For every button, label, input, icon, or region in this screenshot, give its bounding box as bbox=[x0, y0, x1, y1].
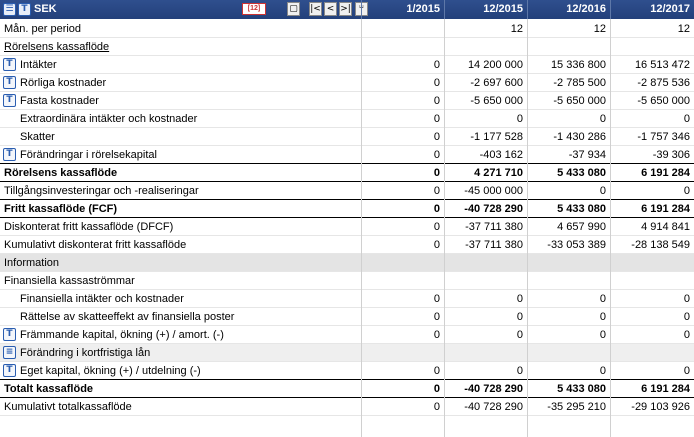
cell-value[interactable]: -2 697 600 bbox=[470, 77, 523, 89]
row-label: Tillgångsinvesteringar och -realiseringar bbox=[4, 185, 199, 197]
cell-value[interactable]: -37 934 bbox=[568, 149, 606, 161]
filter-icon[interactable]: ⑂ bbox=[355, 2, 368, 16]
cell-value[interactable]: 0 bbox=[433, 365, 440, 377]
row-label: Rörelsens kassaflöde bbox=[4, 167, 118, 179]
cell-value[interactable]: 0 bbox=[433, 383, 440, 395]
row-divider bbox=[0, 379, 694, 380]
text-format-icon[interactable]: T bbox=[3, 364, 16, 377]
row-label: Extraordinära intäkter och kostnader bbox=[20, 113, 198, 125]
cell-value[interactable]: 0 bbox=[433, 221, 440, 233]
cell-value[interactable]: -1 757 346 bbox=[637, 131, 690, 143]
cell-value[interactable]: 0 bbox=[599, 329, 606, 341]
cell-value[interactable]: 0 bbox=[433, 167, 440, 179]
cell-value[interactable]: 0 bbox=[599, 293, 606, 305]
cell-value[interactable]: 0 bbox=[599, 311, 606, 323]
cell-value[interactable]: -45 000 000 bbox=[464, 185, 523, 197]
cell-value[interactable] bbox=[444, 254, 527, 272]
cell-value[interactable] bbox=[527, 254, 610, 272]
cell-value[interactable]: 0 bbox=[683, 293, 690, 305]
table-row bbox=[0, 344, 694, 362]
cell-value[interactable]: 12 bbox=[593, 23, 606, 35]
cell-value[interactable]: -37 711 380 bbox=[465, 239, 523, 251]
cell-value[interactable]: 0 bbox=[433, 401, 440, 413]
sheet-header bbox=[0, 0, 694, 19]
cell-value[interactable]: -28 138 549 bbox=[631, 239, 690, 251]
cell-value[interactable] bbox=[444, 38, 527, 56]
table-row bbox=[0, 362, 694, 380]
cell-value[interactable]: 0 bbox=[683, 365, 690, 377]
cell-value[interactable]: 0 bbox=[433, 59, 440, 71]
cell-value[interactable]: -37 711 380 bbox=[465, 221, 523, 233]
cell-value[interactable]: 0 bbox=[433, 95, 440, 107]
cell-value[interactable]: 15 336 800 bbox=[550, 59, 606, 71]
cell-value[interactable]: 0 bbox=[683, 329, 690, 341]
cell-value[interactable]: 6 191 284 bbox=[641, 203, 690, 215]
cell-value[interactable]: 12 bbox=[677, 23, 690, 35]
row-divider bbox=[0, 415, 694, 416]
cell-value[interactable] bbox=[527, 272, 610, 290]
cell-value[interactable]: 16 513 472 bbox=[634, 59, 690, 71]
row-label: Diskonterat fritt kassaflöde (DFCF) bbox=[4, 221, 174, 233]
row-label: Kumulativt diskonterat fritt kassaflöde bbox=[4, 239, 187, 251]
cell-value[interactable]: 6 191 284 bbox=[641, 167, 690, 179]
table-row bbox=[0, 236, 694, 254]
row-label: Fasta kostnader bbox=[20, 95, 99, 107]
grid-line bbox=[610, 19, 611, 437]
cell-value[interactable]: 0 bbox=[599, 185, 606, 197]
cell-value[interactable]: 0 bbox=[433, 185, 440, 197]
text-format-icon[interactable]: T bbox=[3, 94, 16, 107]
table-row bbox=[0, 398, 694, 416]
cell-value[interactable]: 0 bbox=[433, 131, 440, 143]
text-format-icon[interactable]: T bbox=[3, 58, 16, 71]
row-label: Intäkter bbox=[20, 59, 57, 71]
row-label: Fritt kassaflöde (FCF) bbox=[4, 203, 118, 215]
period-export-button[interactable]: [12] bbox=[242, 3, 266, 15]
row-label: Finansiella intäkter och kostnader bbox=[20, 293, 184, 305]
cell-value[interactable] bbox=[444, 344, 527, 362]
table-row bbox=[0, 128, 694, 146]
row-label: Främmande kapital, ökning (+) / amort. (-) bbox=[20, 329, 224, 341]
row-label: Rättelse av skatteeffekt av finansiella poster bbox=[20, 311, 235, 323]
cell-value[interactable] bbox=[610, 344, 694, 362]
row-label: Mån. per period bbox=[4, 23, 82, 35]
cell-value[interactable]: 0 bbox=[516, 311, 523, 323]
cell-value[interactable] bbox=[361, 20, 444, 38]
column-header-2: 12/2015 bbox=[444, 0, 527, 19]
cell-value[interactable] bbox=[527, 344, 610, 362]
cell-value[interactable]: 0 bbox=[433, 149, 440, 161]
text-format-icon[interactable]: T bbox=[18, 3, 31, 16]
cell-value[interactable]: 0 bbox=[516, 365, 523, 377]
cell-value[interactable] bbox=[527, 38, 610, 56]
row-label: Eget kapital, ökning (+) / utdelning (-) bbox=[20, 365, 201, 377]
list-icon[interactable]: ≡ bbox=[3, 346, 16, 359]
cell-value[interactable]: 0 bbox=[433, 113, 440, 125]
row-label: Kumulativt totalkassaflöde bbox=[4, 401, 132, 413]
cell-value[interactable] bbox=[361, 254, 444, 272]
cell-value[interactable]: -33 053 389 bbox=[547, 239, 606, 251]
cell-value[interactable]: 12 bbox=[510, 23, 523, 35]
text-format-icon[interactable]: T bbox=[3, 148, 16, 161]
cell-value[interactable]: 0 bbox=[433, 203, 440, 215]
row-label: Förändring i kortfristiga lån bbox=[20, 347, 151, 359]
grid-line bbox=[527, 19, 528, 437]
table-row bbox=[0, 74, 694, 92]
cell-value[interactable]: 0 bbox=[683, 113, 690, 125]
table-row bbox=[0, 218, 694, 236]
nav-next-button[interactable]: >| bbox=[340, 4, 351, 14]
table-row bbox=[0, 110, 694, 128]
row-label: Rörelsens kassaflöde bbox=[4, 41, 110, 53]
table-row bbox=[0, 38, 694, 56]
cell-value[interactable]: -35 295 210 bbox=[547, 401, 606, 413]
table-row bbox=[0, 20, 694, 38]
cell-value[interactable]: 0 bbox=[599, 113, 606, 125]
table-row bbox=[0, 272, 694, 290]
row-label: Skatter bbox=[20, 131, 55, 143]
cell-value[interactable]: 6 191 284 bbox=[641, 383, 690, 395]
cell-value[interactable] bbox=[361, 344, 444, 362]
cell-value[interactable] bbox=[610, 38, 694, 56]
cell-value[interactable]: 0 bbox=[433, 293, 440, 305]
row-divider bbox=[0, 199, 694, 200]
cell-value[interactable]: 14 200 000 bbox=[467, 59, 523, 71]
column-header-4: 12/2017 bbox=[610, 0, 694, 19]
column-header-1: 1/2015 bbox=[361, 0, 444, 19]
row-label: Rörliga kostnader bbox=[20, 77, 107, 89]
nav-first-button[interactable]: |< bbox=[310, 4, 321, 14]
cell-value[interactable]: 4 914 841 bbox=[641, 221, 690, 233]
cell-value[interactable]: 0 bbox=[433, 77, 440, 89]
cell-value[interactable]: 0 bbox=[683, 185, 690, 197]
cell-value[interactable]: 0 bbox=[683, 311, 690, 323]
row-label: Information bbox=[4, 257, 60, 269]
row-label: Finansiella kassaströmmar bbox=[4, 275, 135, 287]
cell-value[interactable]: -1 430 286 bbox=[553, 131, 606, 143]
row-divider bbox=[0, 163, 694, 164]
cell-value[interactable]: -5 650 000 bbox=[470, 95, 523, 107]
cell-value[interactable]: 4 271 710 bbox=[474, 167, 523, 179]
cell-value[interactable]: -1 177 528 bbox=[470, 131, 523, 143]
cell-value[interactable]: -29 103 926 bbox=[631, 401, 690, 413]
cell-value[interactable]: -5 650 000 bbox=[553, 95, 606, 107]
cell-value[interactable]: 0 bbox=[516, 113, 523, 125]
cell-value[interactable]: 5 433 080 bbox=[557, 167, 606, 179]
row-label: Totalt kassaflöde bbox=[4, 383, 94, 395]
table-row bbox=[0, 308, 694, 326]
page-icon[interactable]: ▢ bbox=[287, 2, 300, 16]
table-icon[interactable]: ☰ bbox=[3, 3, 16, 16]
cell-value[interactable] bbox=[444, 272, 527, 290]
cell-value[interactable]: -5 650 000 bbox=[637, 95, 690, 107]
cell-value[interactable]: 5 433 080 bbox=[557, 383, 606, 395]
cell-value[interactable]: -2 785 500 bbox=[553, 77, 606, 89]
table-row bbox=[0, 254, 694, 272]
cell-value[interactable]: 4 657 990 bbox=[557, 221, 606, 233]
cell-value[interactable]: 0 bbox=[433, 239, 440, 251]
cell-value[interactable]: 5 433 080 bbox=[557, 203, 606, 215]
nav-prev-button[interactable]: < bbox=[324, 2, 337, 16]
table-row bbox=[0, 164, 694, 182]
grid-line bbox=[444, 19, 445, 437]
table-row bbox=[0, 92, 694, 110]
cell-value[interactable]: 0 bbox=[516, 329, 523, 341]
table-row bbox=[0, 380, 694, 398]
table-row bbox=[0, 200, 694, 218]
grid-line bbox=[361, 19, 362, 437]
text-format-icon[interactable]: T bbox=[3, 76, 16, 89]
table-row bbox=[0, 326, 694, 344]
table-row bbox=[0, 182, 694, 200]
cell-value[interactable]: 0 bbox=[433, 329, 440, 341]
cell-value[interactable]: -2 875 536 bbox=[637, 77, 690, 89]
cell-value[interactable]: -40 728 290 bbox=[464, 203, 523, 215]
cell-value[interactable] bbox=[610, 272, 694, 290]
text-format-icon[interactable]: T bbox=[3, 328, 16, 341]
table-row bbox=[0, 56, 694, 74]
currency-label: SEK bbox=[34, 3, 57, 15]
cell-value[interactable]: 0 bbox=[433, 311, 440, 323]
column-header-3: 12/2016 bbox=[527, 0, 610, 19]
cell-value[interactable]: 0 bbox=[516, 293, 523, 305]
cell-value[interactable]: 0 bbox=[599, 365, 606, 377]
row-label: Förändringar i rörelsekapital bbox=[20, 149, 157, 161]
cell-value[interactable]: -403 162 bbox=[479, 149, 523, 161]
cell-value[interactable] bbox=[610, 254, 694, 272]
table-row bbox=[0, 146, 694, 164]
cell-value[interactable] bbox=[361, 272, 444, 290]
cell-value[interactable]: -40 728 290 bbox=[464, 383, 523, 395]
cell-value[interactable]: -39 306 bbox=[652, 149, 690, 161]
table-row bbox=[0, 290, 694, 308]
cell-value[interactable] bbox=[361, 38, 444, 56]
cell-value[interactable]: -40 728 290 bbox=[464, 401, 523, 413]
